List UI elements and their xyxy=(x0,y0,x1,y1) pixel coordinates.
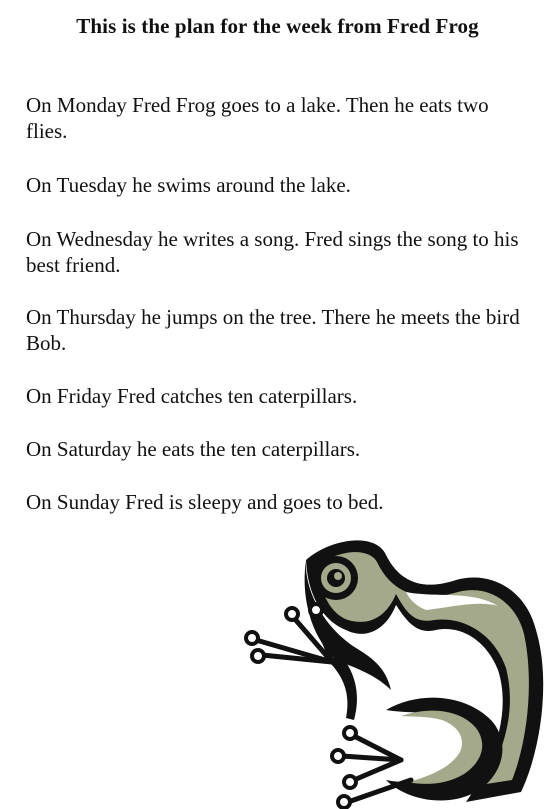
frog-eye xyxy=(314,556,358,600)
paragraph-friday: On Friday Fred catches ten caterpillars. xyxy=(26,384,358,408)
paragraph-tuesday: On Tuesday he swims around the lake. xyxy=(26,173,351,197)
page-title: This is the plan for the week from Fred Frog xyxy=(76,14,479,38)
paragraph-wednesday: On Wednesday he writes a song. Fred sings the song to his best friend. xyxy=(26,227,519,277)
paragraph-thursday: On Thursday he jumps on the tree. There he meets the bird Bob. xyxy=(26,305,520,355)
paragraph-monday: On Monday Fred Frog goes to a lake. Then he eats two flies. xyxy=(26,93,489,143)
frog-hind-toe-tips xyxy=(332,727,356,808)
frog-hind-toes xyxy=(342,736,411,802)
paragraph-sunday: On Sunday Fred is sleepy and goes to bed. xyxy=(26,490,384,514)
frog-icon xyxy=(236,530,555,809)
paragraph-saturday: On Saturday he eats the ten caterpillars. xyxy=(26,437,361,461)
